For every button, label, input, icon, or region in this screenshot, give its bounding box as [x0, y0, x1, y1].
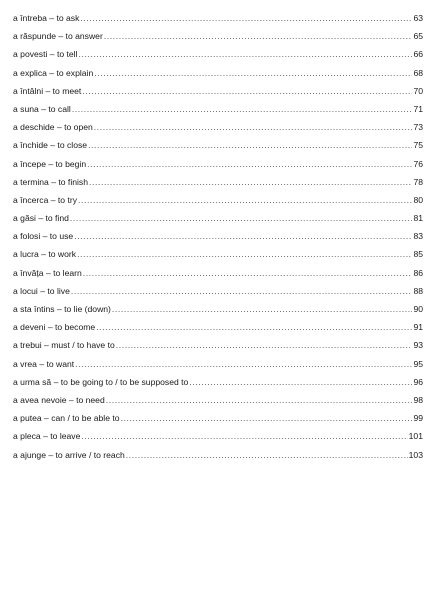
toc-entry-title: a începe – to begin — [13, 158, 87, 169]
toc-entry — [13, 122, 423, 140]
toc-entry-title: a deschide – to open — [13, 122, 93, 133]
dot-leader — [87, 159, 412, 169]
toc-entry-page-number: 93 — [413, 340, 423, 351]
toc-entry — [13, 450, 423, 468]
toc-entry-page-number: 70 — [413, 85, 423, 96]
toc-entry-title: a putea – can / to be able to — [13, 413, 120, 424]
dot-leader — [83, 268, 413, 278]
dot-leader — [70, 213, 413, 223]
toc-entry-page-number: 98 — [413, 394, 423, 405]
toc-entry-page-number: 66 — [413, 49, 423, 60]
toc-entry-title: a găsi – to find — [13, 213, 69, 224]
toc-entry — [13, 286, 423, 304]
dot-leader — [116, 340, 413, 350]
toc-entry — [13, 213, 423, 231]
toc-entry — [13, 159, 423, 177]
toc-entry-title: a întâlni – to meet — [13, 85, 82, 96]
toc-entry-title: a deveni – to become — [13, 322, 96, 333]
dot-leader — [121, 413, 413, 423]
toc-entry — [13, 359, 423, 377]
toc-entry-page-number: 68 — [413, 67, 423, 78]
toc-entry-title: a pleca – to leave — [13, 431, 81, 442]
toc-entry — [13, 13, 423, 31]
toc-entry-title: a explica – to explain — [13, 67, 94, 78]
toc-entry-page-number: 65 — [413, 31, 423, 42]
toc-entry-page-number: 78 — [413, 176, 423, 187]
toc-entry-title: a răspunde – to answer — [13, 31, 103, 42]
dot-leader — [81, 431, 407, 441]
toc-entry — [13, 395, 423, 413]
toc-entry-page-number: 76 — [413, 158, 423, 169]
toc-entry-page-number: 91 — [413, 322, 423, 333]
toc-entry-title: a trebui – must / to have to — [13, 340, 115, 351]
dot-leader — [104, 31, 413, 41]
toc-entry-page-number: 71 — [413, 103, 423, 114]
toc-entry-page-number: 83 — [413, 231, 423, 242]
dot-leader — [77, 249, 412, 259]
toc-entry — [13, 268, 423, 286]
toc-entry-title: a folosi – to use — [13, 231, 74, 242]
dot-leader — [80, 13, 412, 23]
dot-leader — [74, 231, 412, 241]
dot-leader — [75, 359, 412, 369]
toc-entry-page-number: 85 — [413, 249, 423, 260]
toc-entry-page-number: 101 — [408, 431, 423, 442]
dot-leader — [94, 68, 412, 78]
dot-leader — [96, 322, 412, 332]
toc-entry-page-number: 80 — [413, 194, 423, 205]
dot-leader — [112, 304, 413, 314]
toc-entry — [13, 68, 423, 86]
dot-leader — [71, 286, 413, 296]
dot-leader — [79, 49, 413, 59]
toc-entry-page-number: 86 — [413, 267, 423, 278]
dot-leader — [126, 450, 408, 460]
toc-entry — [13, 49, 423, 67]
toc-entry-title: a lucra – to work — [13, 249, 77, 260]
toc-entry-page-number: 63 — [413, 13, 423, 23]
toc-entry-title: a închide – to close — [13, 140, 88, 151]
toc-entry — [13, 140, 423, 158]
toc-entry — [13, 31, 423, 49]
dot-leader — [189, 377, 412, 387]
toc-entry-title: a povesti – to tell — [13, 49, 78, 60]
toc-entry-title: a încerca – to try — [13, 194, 78, 205]
dot-leader — [72, 104, 413, 114]
toc-entry-title: a vrea – to want — [13, 358, 75, 369]
toc-entry — [13, 249, 423, 267]
toc-entry-page-number: 95 — [413, 358, 423, 369]
toc-entry-title: a întreba – to ask — [13, 13, 80, 23]
toc-entry — [13, 340, 423, 358]
toc-entry-page-number: 73 — [413, 122, 423, 133]
toc-entry — [13, 104, 423, 122]
toc-entry-page-number: 99 — [413, 413, 423, 424]
toc-entry-title: a sta întins – to lie (down) — [13, 304, 111, 314]
table-of-contents — [13, 13, 423, 468]
toc-entry-title: a suna – to call — [13, 103, 71, 114]
toc-entry-page-number: 81 — [413, 213, 423, 224]
toc-entry — [13, 195, 423, 213]
toc-entry — [13, 177, 423, 195]
toc-entry — [13, 413, 423, 431]
toc-entry — [13, 231, 423, 249]
toc-entry — [13, 304, 423, 322]
toc-entry — [13, 431, 423, 449]
toc-entry-page-number: 88 — [413, 285, 423, 296]
toc-entry-title: a urma să – to be going to / to be supposed to — [13, 376, 189, 387]
dot-leader — [78, 195, 412, 205]
toc-entry-page-number: 103 — [408, 449, 423, 460]
toc-entry — [13, 322, 423, 340]
toc-entry-page-number: 96 — [413, 376, 423, 387]
toc-entry-title: a învăța – to learn — [13, 267, 82, 278]
dot-leader — [82, 86, 412, 96]
dot-leader — [94, 122, 413, 132]
toc-entry-title: a ajunge – to arrive / to reach — [13, 449, 125, 460]
dot-leader — [106, 395, 413, 405]
toc-entry — [13, 86, 423, 104]
toc-entry-page-number: 75 — [413, 140, 423, 151]
dot-leader — [89, 177, 412, 187]
dot-leader — [88, 140, 412, 150]
toc-entry-page-number: 90 — [413, 304, 423, 314]
toc-entry-title: a avea nevoie – to need — [13, 394, 105, 405]
toc-entry-title: a termina – to finish — [13, 176, 88, 187]
toc-entry-title: a locui – to live — [13, 285, 70, 296]
toc-entry — [13, 377, 423, 395]
